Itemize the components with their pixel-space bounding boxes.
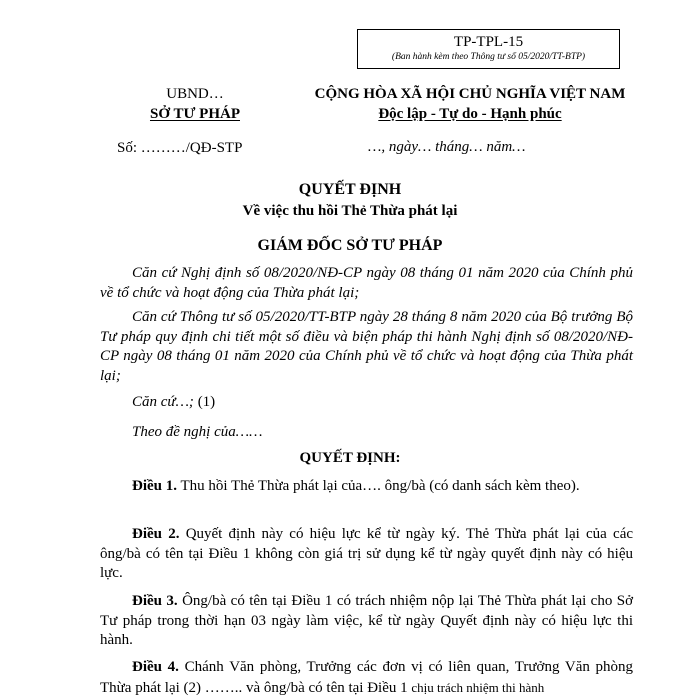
document-subtitle: Về việc thu hồi Thẻ Thừa phát lại [242,203,458,219]
article-4 [100,658,633,698]
article-3 [100,592,633,651]
article-1 [100,477,633,497]
date-line: …, ngày… tháng… năm… [368,139,526,155]
basis-other-text: Căn cứ…; [132,394,194,410]
document-number: Số: ………/QĐ-STP [117,140,243,156]
issuer-header [95,84,295,124]
article-1-text: Thu hồi Thẻ Thừa phát lại của…. ông/bà (có danh sách kèm theo). [180,478,580,494]
document-title: QUYẾT ĐỊNH [298,181,402,198]
ubnd-label: UBND… [166,86,224,102]
basis-proposal: Theo đề nghị của…… [132,424,263,440]
article-3-text: Ông/bà có tên tại Điều 1 có trách nhiệm nộp lại Thẻ Thừa phát lại cho Sở Tư pháp trong thời hạn 03 ngày làm việc, kể từ ngày Quyết định này có hiệu lực thi hành. [100,593,634,648]
article-2-label: Điều 2. [132,526,180,542]
form-note: (Ban hành kèm theo Thông tư số 05/2020/TT-BTP) [391,52,586,62]
basis-footnote: (1) [197,394,216,410]
decision-heading: QUYẾT ĐỊNH: [299,450,401,466]
article-4-text-small: chịu trách nhiệm thi hành [411,679,545,695]
issuing-authority: GIÁM ĐỐC SỞ TƯ PHÁP [257,237,443,254]
basis-decree: Căn cứ Nghị định số 08/2020/NĐ-CP ngày 08 tháng 01 năm 2020 của Chính phủ về tổ chức và hoạt động của Thừa phát lại; [100,265,633,301]
basis-other [100,393,633,413]
article-4-label: Điều 4. [132,659,179,675]
article-4-text: Chánh Văn phòng, Trưởng các đơn vị có liên quan, Trưởng Văn phòng Thừa phát lại (2) …….. và ông/bà có tên tại Điều 1 [100,659,634,696]
national-motto: Độc lập - Tự do - Hạnh phúc [378,106,562,122]
article-2 [100,525,633,584]
form-code: TP-TPL-15 [453,34,524,50]
article-2-text: Quyết định này có hiệu lực kể từ ngày ký. Thẻ Thừa phát lại của các ông/bà có tên tại Điều 1 không còn giá trị sử dụng kể từ ngày quyết định này có hiệu lực. [100,526,634,581]
basis-circular: Căn cứ Thông tư số 05/2020/TT-BTP ngày 28 tháng 8 năm 2020 của Bộ trưởng Bộ Tư pháp quy định chi tiết một số điều và biện pháp thi hành Nghị định số 08/2020/NĐ-CP ngày 08 tháng 01 năm 2020 của Chính phủ về tổ chức và hoạt động của Thừa phát lại; [100,309,633,384]
article-1-label: Điều 1. [132,478,177,494]
country-name: CỘNG HÒA XÃ HỘI CHỦ NGHĨA VIỆT NAM [314,86,626,102]
department-name: SỞ TƯ PHÁP [149,106,240,122]
form-code-box [357,29,620,69]
national-header [270,84,670,124]
article-3-label: Điều 3. [132,593,178,609]
